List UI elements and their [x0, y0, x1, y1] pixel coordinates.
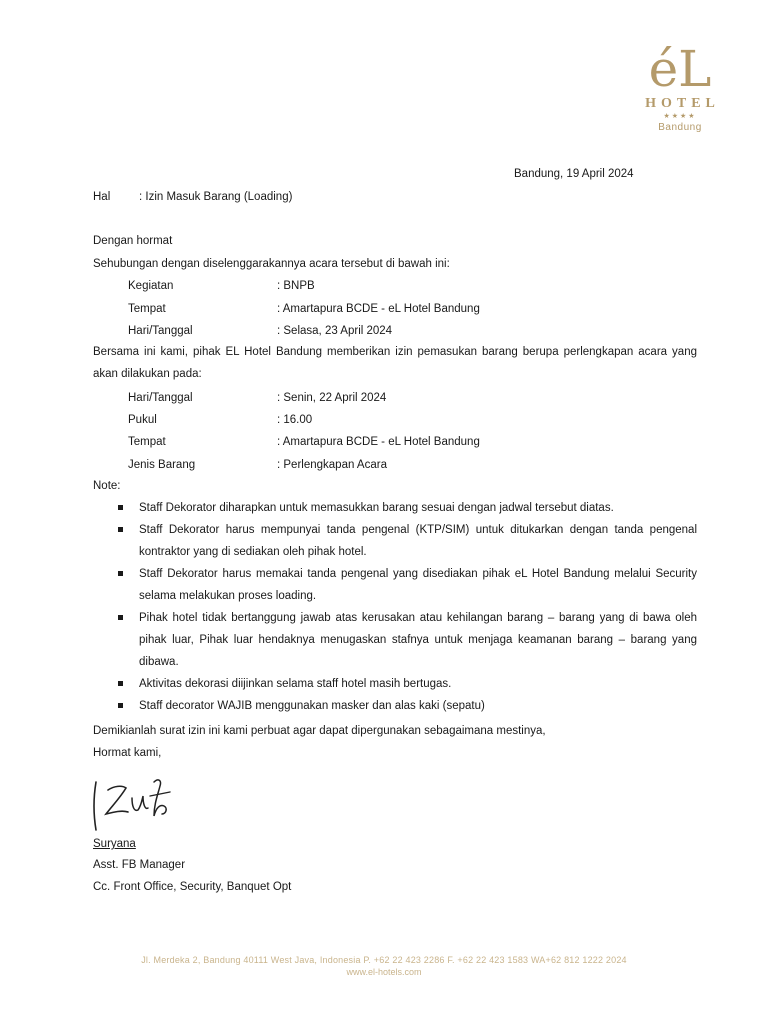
list-item: Staff decorator WAJIB menggunakan masker dan alas kaki (sepatu)	[93, 695, 697, 717]
list-item: Pihak hotel tidak bertanggung jawab atas kerusakan atau kehilangan barang – barang yang di bawa oleh pihak luar, Pihak luar hendaknya menugaskan stafnya untuk menjaga keamanan barang – barang yang dibawa.	[93, 607, 697, 673]
loading-tempat-value: : Amartapura BCDE - eL Hotel Bandung	[277, 436, 480, 448]
intro-text: Sehubungan dengan diselenggarakannya acara tersebut di bawah ini:	[93, 258, 450, 270]
loading-pukul-value: : 16.00	[277, 414, 313, 426]
carbon-copy: Cc. Front Office, Security, Banquet Opt	[93, 881, 292, 893]
loading-jenis-value: : Perlengkapan Acara	[277, 459, 387, 471]
event-tempat-value: : Amartapura BCDE - eL Hotel Bandung	[277, 303, 480, 315]
list-item: Staff Dekorator diharapkan untuk memasukkan barang sesuai dengan jadwal tersebut diatas.	[93, 497, 697, 519]
event-hari-label: Hari/Tanggal	[128, 325, 193, 337]
logo-stars-icon: ★★★★	[663, 113, 697, 120]
closing-text: Demikianlah surat izin ini kami perbuat agar dapat dipergunakan sebagaimana mestinya,	[93, 725, 546, 737]
loading-jenis-label: Jenis Barang	[128, 459, 196, 471]
permission-paragraph: Bersama ini kami, pihak EL Hotel Bandung memberikan izin pemasukan barang berupa perlengkapan acara yang akan dilakukan pada:	[93, 346, 697, 380]
notes-list	[93, 497, 697, 717]
regards-text: Hormat kami,	[93, 747, 162, 759]
list-item: Aktivitas dekorasi diijinkan selama staff hotel masih bertugas.	[93, 673, 697, 695]
subject-label: Hal	[93, 191, 111, 203]
loading-hari-label: Hari/Tanggal	[128, 392, 193, 404]
note-label: Note:	[93, 480, 121, 492]
loading-tempat-label: Tempat	[128, 436, 166, 448]
handwritten-signature	[88, 772, 188, 834]
logo-mark: éL	[648, 40, 712, 98]
hotel-logo	[630, 40, 730, 134]
signer-name: Suryana	[93, 838, 136, 850]
loading-pukul-label: Pukul	[128, 414, 157, 426]
footer-address: Jl. Merdeka 2, Bandung 40111 West Java, Indonesia P. +62 22 423 2286 F. +62 22 423 1583 WA+62 812 1222 2024	[141, 955, 627, 965]
letter-date: Bandung, 19 April 2024	[514, 168, 634, 180]
greeting: Dengan hormat	[93, 235, 173, 247]
list-item: Staff Dekorator harus mempunyai tanda pengenal (KTP/SIM) untuk ditukarkan dengan tanda pengenal kontraktor yang di sediakan oleh pihak hotel.	[93, 519, 697, 563]
event-kegiatan-label: Kegiatan	[128, 280, 174, 292]
event-hari-value: : Selasa, 23 April 2024	[277, 325, 393, 337]
event-tempat-label: Tempat	[128, 303, 166, 315]
footer-website-link[interactable]: www.el-hotels.com	[346, 967, 422, 977]
logo-hotel-text: HOTEL	[645, 96, 720, 111]
event-kegiatan-value: : BNPB	[277, 280, 315, 292]
loading-hari-value: : Senin, 22 April 2024	[277, 392, 387, 404]
subject-value: : Izin Masuk Barang (Loading)	[139, 191, 293, 203]
logo-city: Bandung	[658, 122, 702, 133]
signer-title: Asst. FB Manager	[93, 859, 186, 871]
list-item: Staff Dekorator harus memakai tanda pengenal yang disediakan pihak eL Hotel Bandung melalui Security selama melakukan proses loading.	[93, 563, 697, 607]
